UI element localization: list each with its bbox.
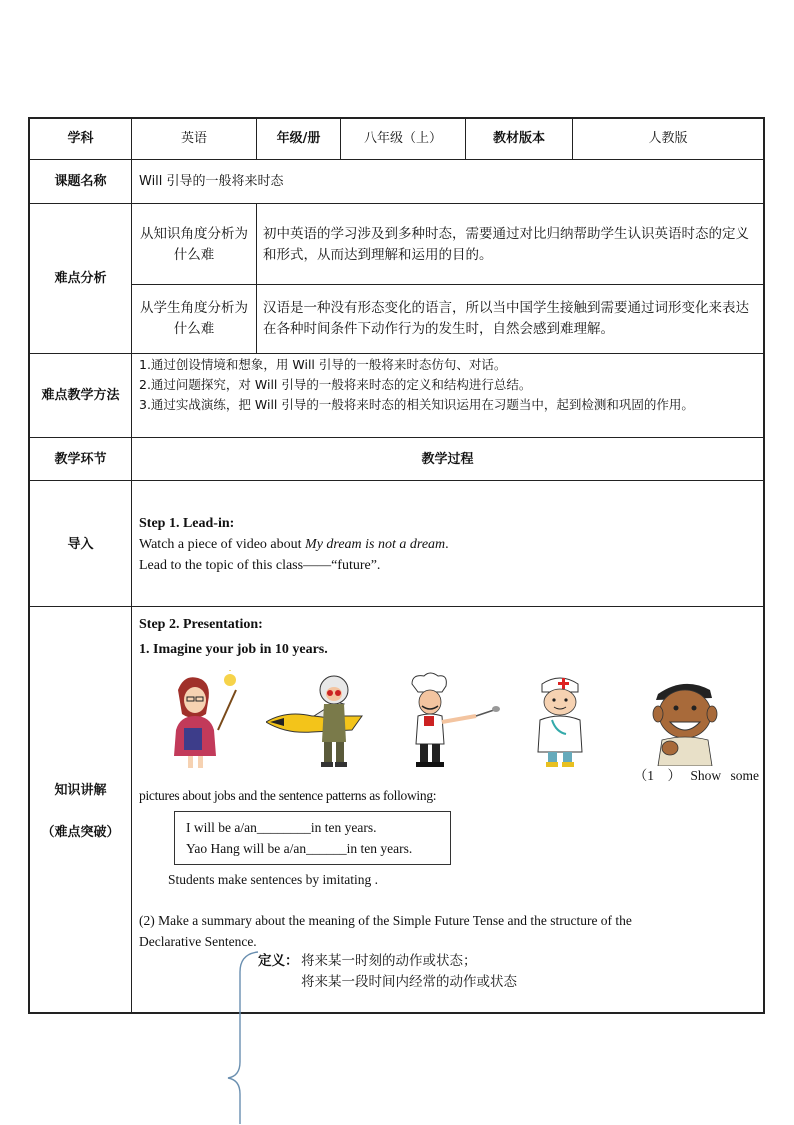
- edition-value: 人教版: [648, 131, 688, 146]
- presentation-task: 1. Imagine your job in 10 years.: [139, 642, 328, 657]
- summary-line-a: (2) Make a summary about the meaning of the Simple Future Tense and the structure of the: [139, 913, 632, 928]
- leadin-line1: [139, 535, 739, 554]
- doctor-picture: [526, 672, 596, 768]
- topic-value: Will 引导的一般将来时态: [139, 174, 284, 189]
- presentation-step: Step 2. Presentation:: [139, 617, 263, 632]
- difficulty-student-angle: 从学生角度分析为什么难: [140, 300, 248, 337]
- grade-label: 年级/册: [276, 131, 321, 146]
- sentence-pattern-box: [174, 811, 451, 865]
- leadin-label: 导入: [67, 537, 94, 552]
- difficulty-student-text: 汉语是一种没有形态变化的语言，所以当中国学生接触到需要通过词形变化来表达在各种时间条件下动作行为的发生时，自然会感到难理解。: [263, 300, 749, 337]
- stage-label: 教学环节: [54, 452, 107, 467]
- topic-label: 课题名称: [54, 174, 107, 189]
- method-item: 2.通过问题探究，对 Will 引导的一般将来时态的定义和结构进行总结。: [139, 377, 532, 392]
- presentation-sublabel: （难点突破）: [41, 825, 120, 840]
- method-item: 3.通过实战演练，把 Will 引导的一般将来时态的相关知识运用在习题当中，起到检测和巩固的作用。: [139, 397, 694, 412]
- difficulty-knowledge-angle: 从知识角度分析为什么难: [140, 226, 248, 263]
- chef-picture: [402, 672, 502, 770]
- method-list: [139, 355, 759, 415]
- show-pictures-line-a: （1 ） Show some: [633, 768, 759, 783]
- method-item: 1.通过创设情境和想象，用 Will 引导的一般将来时态仿句、对话。: [139, 357, 507, 372]
- method-label: 难点教学方法: [41, 388, 120, 403]
- definition-2: 将来某一段时间内经常的动作或状态: [301, 974, 517, 990]
- curly-brace: [224, 950, 264, 1125]
- sentence-pattern-1: I will be a/an________in ten years.: [186, 820, 377, 835]
- show-pictures-line-b: pictures about jobs and the sentence patterns as following:: [139, 788, 437, 803]
- summary-line-b: Declarative Sentence.: [139, 934, 257, 949]
- leadin-step: Step 1. Lead-in:: [139, 516, 235, 531]
- leadin-line2: Lead to the topic of this class——“future”.: [139, 558, 381, 573]
- definition-1: 将来某一时刻的动作或状态；: [301, 953, 477, 969]
- leadin-line1-suffix: .: [445, 537, 449, 552]
- leadin-line1-prefix: Watch a piece of video about: [139, 537, 306, 552]
- subject-value: 英语: [180, 131, 207, 146]
- process-label: 教学过程: [421, 452, 474, 467]
- imitate-instruction: Students make sentences by imitating .: [168, 872, 378, 887]
- teacher-picture: [158, 670, 238, 770]
- leadin-video-title: My dream is not a dream: [305, 537, 446, 552]
- difficulty-knowledge-text: 初中英语的学习涉及到多种时态，需要通过对比归纳帮助学生认识英语时态的定义和形式，从而达到理解和运用的目的。: [263, 226, 749, 263]
- pilot-picture: [266, 672, 366, 770]
- definition-label: 定义：: [258, 953, 299, 969]
- basketball-player-picture: [648, 676, 722, 766]
- edition-label: 教材版本: [492, 131, 545, 146]
- sentence-pattern-2: Yao Hang will be a/an______in ten years.: [186, 841, 413, 856]
- difficulty-label: 难点分析: [54, 271, 107, 286]
- subject-label: 学科: [67, 131, 94, 146]
- presentation-label: 知识讲解: [54, 783, 107, 798]
- grade-value: 八年级（上）: [363, 131, 442, 146]
